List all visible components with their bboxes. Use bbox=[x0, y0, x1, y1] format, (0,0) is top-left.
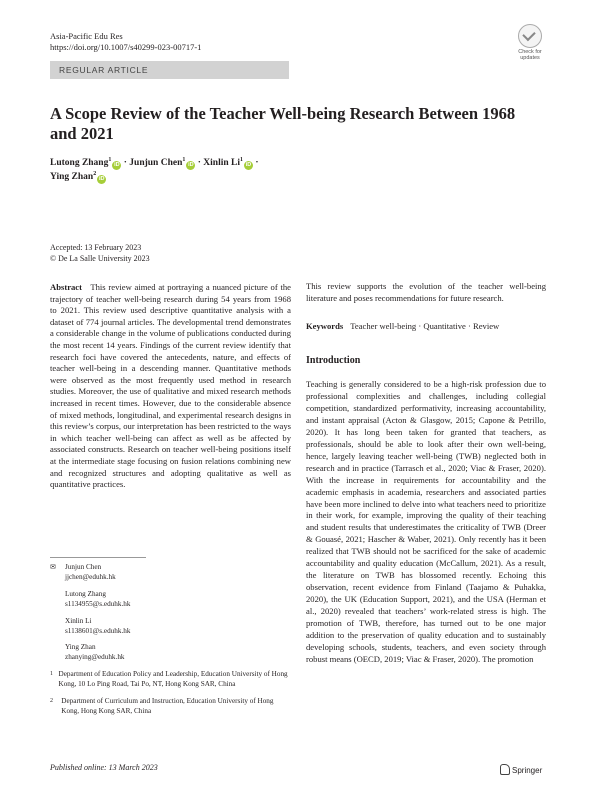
author-separator: · bbox=[255, 158, 259, 168]
publisher-logo bbox=[500, 764, 542, 775]
keywords-label: Keywords bbox=[306, 321, 344, 331]
author-affiliation: 1 bbox=[108, 156, 112, 163]
affiliation-text: Department of Education Policy and Leadership, Education University of Hong Kong, 10 Lo Ping Road, Tai Po, NT, Hong Kong SAR, China bbox=[58, 670, 288, 689]
correspondence-name: Junjun Chen bbox=[65, 563, 102, 571]
affiliation-text: Department of Curriculum and Instruction, Education University of Hong Kong, Hong Kong SAR, China bbox=[61, 697, 274, 715]
correspondence-details bbox=[65, 617, 130, 637]
author-list bbox=[50, 156, 530, 184]
published-date: Published online: 13 March 2023 bbox=[50, 763, 158, 772]
doi-link[interactable]: https://doi.org/10.1007/s40299-023-00717-1 bbox=[50, 41, 202, 52]
article-type-banner: REGULAR ARTICLE bbox=[50, 61, 289, 79]
publisher-name: Springer bbox=[512, 766, 543, 775]
email-link[interactable]: jjchen@eduhk.hk bbox=[65, 572, 116, 581]
author-name[interactable]: Junjun Chen bbox=[129, 158, 183, 168]
correspondence-block bbox=[50, 563, 290, 717]
badge-line-2: updates bbox=[520, 55, 540, 61]
correspondence-entry bbox=[50, 590, 290, 610]
badge-line-1: Check for bbox=[518, 49, 542, 55]
affiliation-number: 2 bbox=[50, 698, 53, 705]
correspondence-details bbox=[65, 643, 125, 663]
correspondence-name: Ying Zhan bbox=[65, 643, 96, 652]
correspondence-details bbox=[65, 563, 116, 583]
affiliation-entry bbox=[50, 670, 290, 690]
correspondence-entry bbox=[50, 617, 290, 637]
keywords-text: Teacher well-being · Quantitative · Review bbox=[350, 321, 500, 331]
article-title: A Scope Review of the Teacher Well-being Research Between 1968 and 2021 bbox=[50, 104, 516, 143]
orcid-icon[interactable]: iD bbox=[98, 176, 105, 182]
envelope-icon: ✉ bbox=[50, 563, 56, 571]
copyright: © De La Salle University 2023 bbox=[50, 253, 150, 263]
author-separator: · bbox=[123, 158, 127, 168]
correspondence-details bbox=[65, 590, 130, 610]
orcid-icon[interactable]: iD bbox=[188, 162, 194, 168]
orcid-icon[interactable]: iD bbox=[245, 162, 252, 168]
email-link[interactable]: zhanying@eduhk.hk bbox=[65, 653, 125, 662]
section-heading-introduction: Introduction bbox=[306, 355, 361, 366]
author-separator: · bbox=[197, 158, 201, 168]
introduction-paragraph: Teaching is generally considered to be a high-risk profession due to professional complexities and challenges, including collegial competition, standardized performativity, increasing accountability, and instant appraisal (Acton & Glasgow, 2015; Capone & Petrillo, 2020). It has long been taken for granted that teachers, as professionals, should be able to look after their own well-being, hence, largely leaving teacher well-being (TWB) neglected both in research and in practice (Tarrasch et al., 2020; Viac & Fraser, 2020). With the increase in requirements for accountability and the academic emphasis in academia, researchers and associated parties have been more inclined to delve into what teachers need to prioritize in their work, for example, improving the quality of their teaching and student results that underestimates the criticality of TWB (Dreer & Gouasé, 2021; Hascher & Waber, 2021). Only recently has it been realized that TWB should not be sacrificed for the sake of academic accountability and quality education (McCallum, 2021). As a result, the literature on TWB has blossomed recently. Echoing this observation, recent evidence from Finland (Taajamo & Puhakka, 2020), the UK (Education Support, 2021), and the USA (Herman et al., 2020) revealed that teachers’ work-related stress is high. The promotion of TWB, therefore, has turned out to be one major addition to the preservation of quality education and to sustainably developing schools, students, teachers, and even society through robust means (OECD, 2019; Viac & Fraser, 2020). The promotion bbox=[306, 379, 546, 664]
author-name[interactable]: Xinlin Li bbox=[203, 158, 240, 168]
correspondence-entry bbox=[50, 563, 290, 583]
author-affiliation: 1 bbox=[182, 156, 186, 163]
badge-label bbox=[514, 49, 546, 61]
accepted-date: Accepted: 13 February 2023 bbox=[50, 243, 142, 252]
journal-name: Asia-Pacific Edu Res bbox=[50, 31, 123, 41]
author-name[interactable]: Ying Zhan bbox=[50, 172, 94, 182]
keywords bbox=[306, 321, 499, 331]
check-for-updates-badge[interactable] bbox=[514, 24, 546, 62]
orcid-icon[interactable]: iD bbox=[114, 162, 120, 168]
abstract-continuation: This review supports the evolution of the teacher well-being literature and poses recommendations for future research. bbox=[306, 281, 546, 303]
affiliation-entry bbox=[50, 697, 290, 717]
email-link[interactable]: s1134955@s.eduhk.hk bbox=[65, 599, 131, 608]
correspondence-entry bbox=[50, 643, 290, 663]
author-name[interactable]: Lutong Zhang bbox=[50, 158, 109, 168]
dates-block bbox=[50, 243, 150, 264]
email-link[interactable]: s1138601@s.eduhk.hk bbox=[65, 626, 131, 635]
footnote-rule bbox=[50, 557, 146, 558]
abstract-label: Abstract bbox=[50, 282, 82, 292]
journal-header bbox=[50, 31, 201, 52]
springer-horse-icon bbox=[500, 764, 510, 775]
author-affiliation: 1 bbox=[239, 156, 243, 163]
abstract-text: This review aimed at portraying a nuanced picture of the trajectory of teacher well-being research during 54 years from 1968 to 2021. This review used descriptive quantitative analysis with a dataset of 774 journal articles. The developmental trend demonstrates a considerable change in the volume of publications conducted during the most recent 14 years. Findings of the current review identify that research foci have covered the antecedents, nature, and effects of teacher well-being in a descending manner. Quantitative methods were observed as the most frequently used method in research studies. Moreover, the use of qualitative and mixed research methods increased in recent times. However, due to the considerable absence of mixed methods, longitudinal, and experimental research designs in this review’s corpus, our interpretation has been restricted to the ways in which teacher well-being can affect as well as be affected by associated constructs. Research on teacher well-being positions itself at the intermediate stage focusing on fusion relations combining new and recognized structures and adopting qualitative as well as quantitative practices. bbox=[50, 282, 291, 490]
author-affiliation: 2 bbox=[93, 170, 97, 177]
abstract bbox=[50, 282, 291, 491]
affiliation-number: 1 bbox=[50, 671, 53, 678]
check-icon bbox=[518, 24, 542, 48]
correspondence-name: Lutong Zhang bbox=[65, 589, 106, 598]
correspondence-name: Xinlin Li bbox=[65, 616, 92, 625]
